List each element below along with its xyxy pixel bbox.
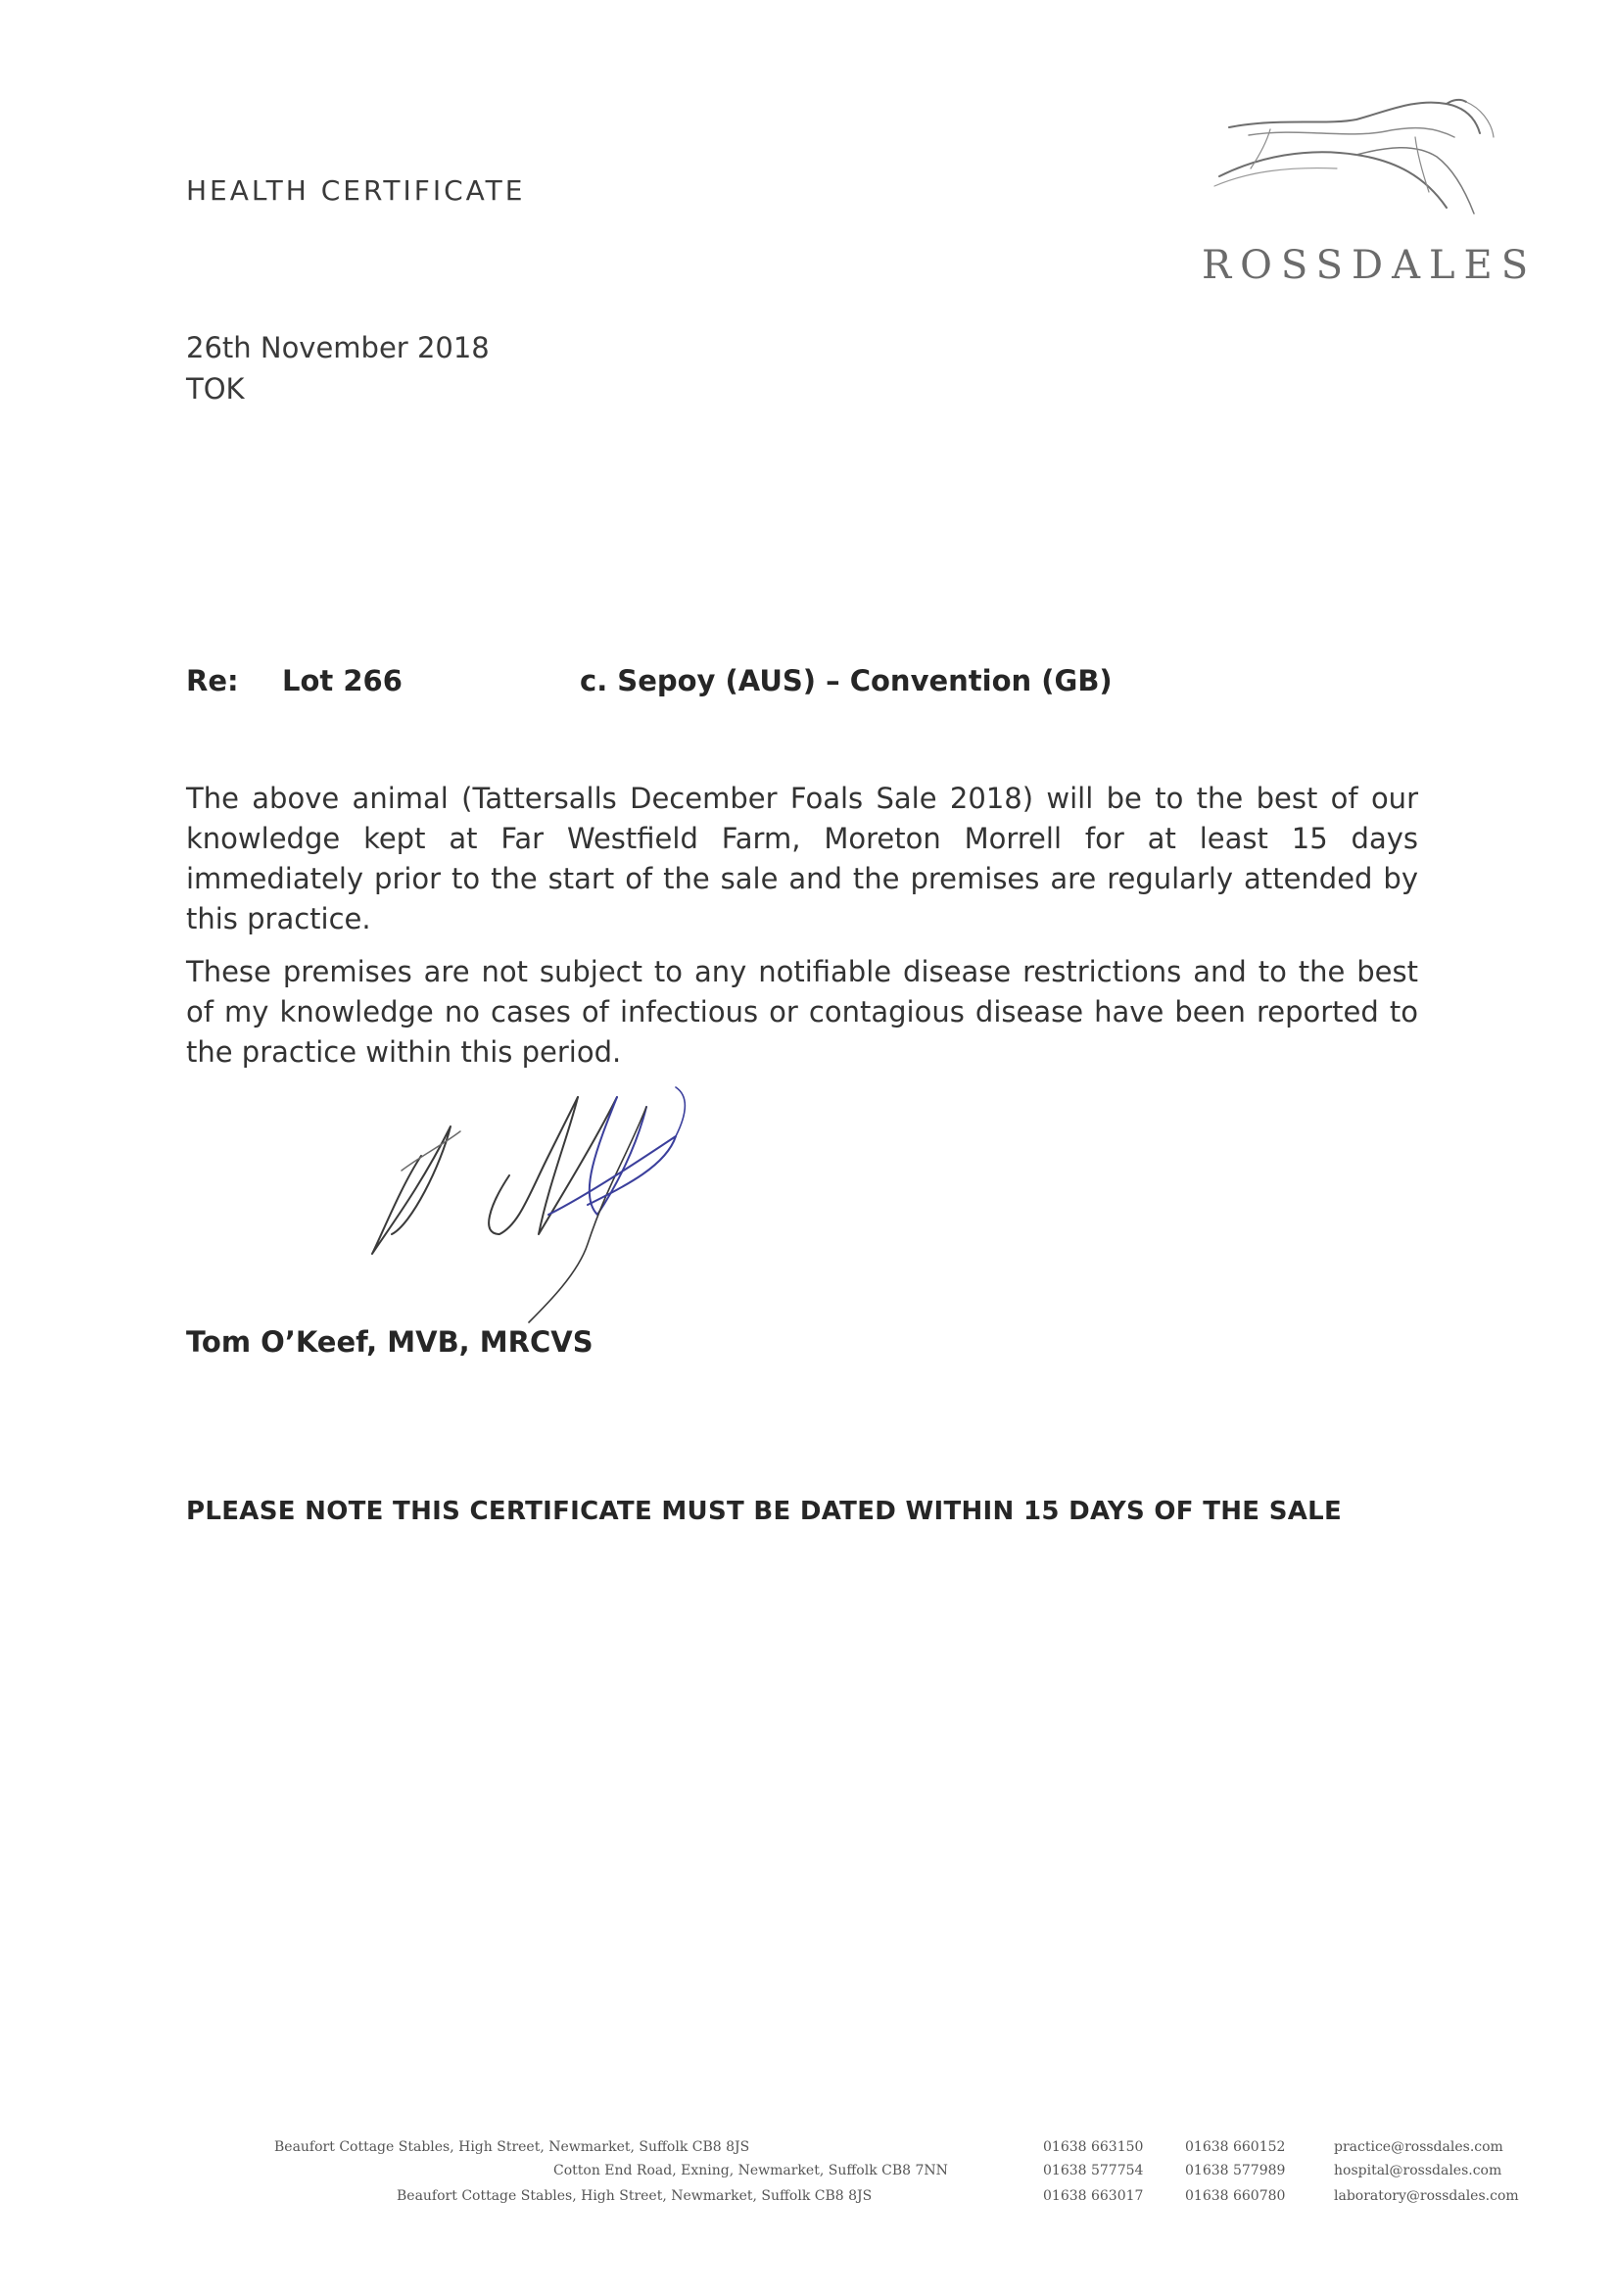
rossdales-logo — [1190, 98, 1538, 304]
validity-note: PLEASE NOTE THIS CERTIFICATE MUST BE DATED WITHIN 15 DAYS OF THE SALE — [186, 1497, 1343, 1526]
galloping-horse-icon — [1190, 98, 1513, 245]
body-paragraph: These premises are not subject to any notifiable disease restrictions and to the best of my knowledge no cases of infectious or contagious disease have been reported to the practice within this period. — [186, 955, 1418, 1069]
reference-initials: TOK — [186, 372, 245, 406]
letter-date: 26th November 2018 — [186, 331, 490, 364]
document-title: HEALTH CERTIFICATE — [186, 174, 526, 207]
re-label: Re: — [186, 664, 239, 697]
footer-address: Beaufort Cottage Stables, High Street, Newmarket, Suffolk CB8 8JS — [397, 2188, 873, 2204]
footer-phone: 01638 577754 — [1043, 2163, 1144, 2178]
horse-pedigree: c. Sepoy (AUS) – Convention (GB) — [580, 664, 1113, 697]
lot-number: Lot 266 — [282, 664, 403, 697]
footer-address: Cotton End Road, Exning, Newmarket, Suffolk CB8 7NN — [553, 2163, 948, 2178]
handwritten-signature — [353, 1038, 803, 1332]
footer-phone: 01638 663017 — [1043, 2188, 1144, 2204]
footer-phone: 01638 663150 — [1043, 2139, 1144, 2155]
footer-address: Beaufort Cottage Stables, High Street, Newmarket, Suffolk CB8 8JS — [274, 2139, 750, 2155]
footer-email: laboratory@rossdales.com — [1334, 2188, 1519, 2204]
footer-fax: 01638 577989 — [1185, 2163, 1286, 2178]
footer-email: practice@rossdales.com — [1334, 2139, 1503, 2155]
footer-fax: 01638 660780 — [1185, 2188, 1286, 2204]
body-paragraph: The above animal (Tattersalls December Foals Sale 2018) will be to the best of our knowledge kept at Far Westfield Farm, Moreton Morrell for at least 15 days immediately prior to the start of the sale and the premises are regularly attended by this practice. — [186, 782, 1418, 935]
logo-wordmark: ROSSDALES — [1202, 243, 1538, 288]
footer-fax: 01638 660152 — [1185, 2139, 1286, 2155]
signatory-name: Tom O’Keef, MVB, MRCVS — [186, 1325, 594, 1359]
footer-email: hospital@rossdales.com — [1334, 2163, 1502, 2178]
